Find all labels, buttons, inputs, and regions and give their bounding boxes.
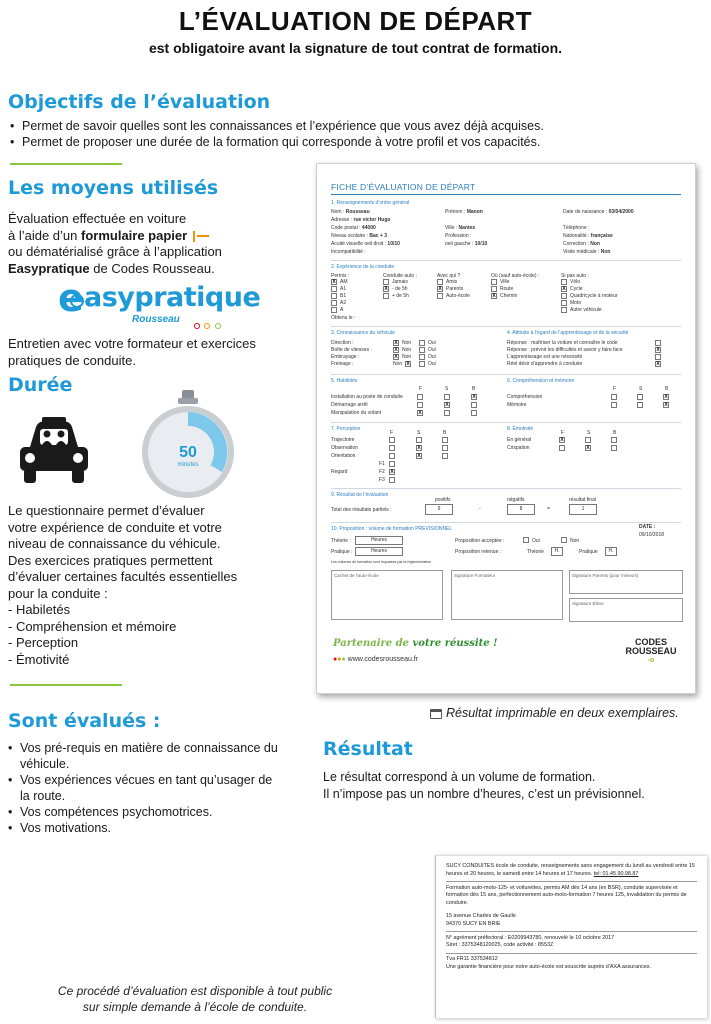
form-label: - de 5h [392,286,408,292]
form-label: Proposition retenue : [455,549,502,555]
form-label: Manipulation du volant [331,410,382,416]
checkbox [611,394,617,400]
list-item: • Permet de savoir quelles sont les connaissances et l’expérience que vous avez déjà acquises. [10,118,700,134]
form-label: A [340,307,344,313]
form-label: F [613,386,617,392]
form-label: Oui [428,340,436,346]
checkbox: X [394,354,398,360]
form-rule [331,488,681,489]
form-label: A1 [340,286,347,292]
form-label: B [613,430,617,436]
checkbox: X [438,286,442,292]
checkbox [389,461,395,467]
form-rule [331,422,681,423]
page-subtitle: est obligatoire avant la signature de tout contrat de formation. [148,40,563,56]
checkbox [419,340,425,346]
logo-a-mark [70,294,84,308]
form-title: FICHE D’ÉVALUATION DE DÉPART [331,182,476,192]
moyens-line: Évaluation effectuée en voiture [8,211,187,226]
pratique-hours-box: Heures [355,547,403,556]
theorie-hours-box: Heures [355,536,403,545]
moyens-text-fragment: de Codes Rousseau. [89,260,215,276]
form-label: Jamais [392,279,408,285]
checkbox [561,307,567,313]
moyens-bold-fragment: Easypratique [8,260,90,276]
duree-line: niveau de connaissance du véhicule. [8,536,221,551]
checkbox [331,307,337,313]
form-label: S [417,430,421,436]
divider [10,684,122,686]
form-label: DATE : [639,524,656,530]
form-label: F [390,430,394,436]
form-rule [331,522,681,523]
form-label: Freinage : [331,361,354,367]
checkbox [389,437,395,443]
form-label: Non [402,354,412,360]
form-label: B [443,430,447,436]
form-label: Chemin [500,293,518,299]
form-label: Autre véhicule [570,307,602,313]
duree-title: Durée [8,374,73,396]
form-label: Boîte de vitesses : [331,347,372,353]
form-label: Visite médicale : Non [563,249,611,255]
form-label: Nom : Rousseau [331,209,370,215]
form-section-6: 6. Compréhension et mémoire [507,378,575,384]
form-label: Théorie : [331,538,351,544]
form-label: Profession : [445,233,472,239]
checkbox: X [664,402,668,408]
checkbox [389,477,395,483]
evaluation-form-sheet [316,163,696,694]
info-garantie: Une garantie financière pour notre auto-école est souscrite auprès d’AXA assurances. [446,963,651,970]
form-label: Prénom : Manon [445,209,483,215]
checkbox [331,286,337,292]
form-label: Incompatibilité : [331,249,366,255]
form-label: = [547,506,550,512]
form-label: Installation au poste de conduite [331,394,403,400]
form-label: L’apprentissage est une nécessité [507,354,583,360]
form-label: Niveau scolaire : Bac + 3 [331,233,388,239]
duree-line: - Émotivité [8,651,70,667]
form-label: B1 [340,293,347,299]
footer-line: Ce procédé d’évaluation est disponible à tout public [57,984,333,998]
form-label: Date de naissance : 03/04/2000 [563,209,634,215]
form-label: B [472,386,476,392]
checkbox: X [417,445,421,451]
form-section-4: 4. Attitude à l’égard de l’apprentissage et de la sécurité [507,330,629,336]
checkbox [442,453,448,459]
checkbox: X [562,286,566,292]
form-section-7: 7. Perception [331,426,361,432]
form-label: Code postal : 44000 [331,225,376,231]
form-label: résultat final [569,497,596,503]
form-label: Non [402,347,412,353]
checkbox: X [560,437,564,443]
form-label: Oui [428,347,436,353]
checkbox [416,437,422,443]
form-label: A2 [340,300,347,306]
form-label: + de 5h [392,293,409,299]
checkbox: X [664,394,668,400]
form-label: Orientation [331,453,356,459]
resultat-text [323,769,703,802]
form-label: Parents [446,286,464,292]
checkbox: X [394,340,398,346]
form-section-9: 9. Résultat de l’évaluation [331,492,389,498]
info-tva: Tva FR11 337534812 [446,956,498,963]
form-label: Total des résultats partiels : [331,507,392,513]
info-address: 94370 SUCY EN BRIE [446,920,501,927]
form-section-3: 3. Connaissance du véhicule [331,330,395,336]
checkbox [331,300,337,306]
duree-line: Des exercices pratiques permettent [8,552,213,568]
form-label: S [587,430,591,436]
checkbox: X [445,402,449,408]
checkbox [419,347,425,353]
checkbox: X [332,279,336,285]
logo-wordmark: asypratique [84,282,261,313]
checkbox [561,537,567,543]
form-label: Regard [331,469,348,475]
checkbox [655,340,661,346]
info-address: 15 avenue Charles de Gaulle [446,913,516,920]
checkbox [437,293,443,299]
logo-dots [194,316,234,324]
checkbox: X [656,361,660,367]
form-label: Amis [446,279,458,285]
checkbox [389,445,395,451]
signature-box: Cachet de l’auto-école [331,570,443,620]
duree-text [8,503,308,668]
form-label: Pratique : [331,549,353,555]
timer-unit: minutes [177,462,199,468]
driving-school-info [435,855,707,1018]
checkbox [561,300,567,306]
footer-note [30,983,360,1015]
checkbox: X [394,347,398,353]
duree-line: pour la conduite : [8,585,108,601]
checkbox: X [418,410,422,416]
form-label: Trajectoire [331,437,355,443]
checkbox [383,293,389,299]
checkbox [331,293,337,299]
form-section-5: 5. Habiletés [331,378,358,384]
form-section-10: 10. Proposition : volume de formation PREVISIONNEL [331,526,453,532]
form-label: F1 [379,461,385,467]
orange-marker [193,231,195,242]
form-label: Réponse : maîtriser la voiture et connaître le code [507,340,618,346]
printable-text: Résultat imprimable en deux exemplaires. [446,706,679,720]
form-label: Non [402,340,412,346]
checkbox [561,279,567,285]
easypratique-logo [58,276,261,330]
website-url: ●●● www.codesrousseau.fr [333,656,419,663]
form-label: Pratique [579,549,598,555]
list-item: • Vos compétences psychomotrices. [8,804,278,820]
moyens-title: Les moyens utilisés [8,177,219,199]
checkbox [442,445,448,451]
form-note: Les volumes de formation sont imposées par la réglementation [331,560,432,564]
moyens-text [8,211,308,277]
moyens-bold-fragment: formulaire papier [81,227,188,243]
form-label: S [639,386,643,392]
list-item: • Vos motivations. [8,820,278,836]
divider [10,163,122,165]
resultat-title: Résultat [323,738,413,760]
checkbox: X [406,361,410,367]
form-label: Réel désir d’apprendre à conduire [507,361,583,367]
checkbox [611,445,617,451]
form-section-2: 2. Expérience de la conduite [331,264,395,270]
positifs-box: 9 [425,504,453,515]
moyens-line: ou dématérialisé grâce à l’application [8,244,222,259]
form-rule [331,194,681,195]
form-label: Route [500,286,514,292]
form-label: - [479,506,481,512]
footer-line: sur simple demande à l’école de conduite. [82,1000,308,1014]
objectifs-list [10,118,700,150]
form-rule [331,260,681,261]
form-label: Nationalité : française [563,233,613,239]
form-label: Téléphone : [563,225,590,231]
signature-box: Signature Élève [569,598,683,622]
final-box: 1 [569,504,597,515]
form-label: F [561,430,565,436]
form-label: Permis : [331,273,350,279]
form-label: F2 [379,469,385,475]
printer-icon [430,709,442,719]
car-icon [16,417,92,489]
checkbox [611,402,617,408]
info-agrement: N° agrément préfectoral : E0209943780, renouvelé le 10 octobre 2017 [446,934,615,941]
form-label: Non [393,361,403,367]
form-label: négatifs [507,497,525,503]
form-label: Mémoire [507,402,527,408]
info-hours: SUCY CONDUITES école de conduite, renseignements sans engagement du lundi au vendredi entre 15 heures et 20 heures, le samedi entre 14 heures et 17 heures. tel: 01.45.90.98.87 [446,863,695,877]
partner-tagline: Partenaire de votre réussite ! [333,638,498,649]
checkbox [419,354,425,360]
checkbox [655,354,661,360]
moyens-entretien: Entretien avec votre formateur et exercices pratiques de conduite. [8,336,256,368]
checkbox [523,537,529,543]
checkbox [471,402,477,408]
info-siret: Siret : 3375348120025, code activité : 8553Z [446,942,554,949]
info-divider [446,881,697,882]
form-label: Compréhension [507,394,543,400]
form-label: Auto-école [446,293,470,299]
form-label: Oui [428,354,436,360]
form-label: AM [340,279,348,285]
duree-line: - Perception [8,635,79,650]
printable-note [430,706,679,720]
objectifs-title: Objectifs de l’évaluation [8,91,271,113]
form-label: Acuité visuelle oeil droit : 10/10 [331,241,400,247]
form-label: Quadricycle à moteur [570,293,618,299]
duree-line: - Compréhension et mémoire [8,618,177,634]
list-item: • Vos pré-requis en matière de connaissance du véhicule. [8,740,278,772]
form-label: Réponse : prévoir les difficultés et savoir y faire face [507,347,623,353]
codes-rousseau-logo: CODES ROUSSEAU -o [625,637,677,664]
orange-dash [197,235,209,237]
form-label: Conduite auto : [383,273,417,279]
logo-e: e [58,276,84,320]
moyens-text-fragment: à l’aide d’un [8,227,81,243]
duree-line: d’évaluer certaines facultés essentielles [8,569,238,584]
checkbox [442,437,448,443]
form-section-8: 8. Émotivité [507,426,534,432]
form-rule [331,374,681,375]
moyens-line [8,261,308,278]
info-divider [446,953,697,954]
checkbox [389,453,395,459]
form-label: Théorie [527,549,544,555]
checkbox: X [586,445,590,451]
pratique-h-box: H. [605,547,617,556]
form-label: Où (sauf auto-école) : [491,273,540,279]
checkbox: X [390,469,394,475]
form-label: Non [570,538,580,544]
checkbox [637,402,643,408]
stopwatch-icon [138,390,238,500]
form-label: positifs [435,497,451,503]
checkbox [561,293,567,299]
checkbox: X [384,286,388,292]
form-label: oeil gauche : 10/10 [445,241,488,247]
form-label: Proposition acceptée : [455,538,505,544]
checkbox [585,437,591,443]
checkbox: X [472,394,476,400]
form-label: Obtenu le : [331,315,356,321]
resultat-line: Il n’impose pas un nombre d’heures, c’est un prévisionnel. [323,786,645,801]
moyens-line [8,228,308,245]
form-label: Avec qui ? [437,273,461,279]
form-label: Démarrage arrêt [331,402,368,408]
form-label: Moto [570,300,582,306]
form-label: F [419,386,423,392]
checkbox [637,394,643,400]
form-label: Vélo [570,279,581,285]
checkbox [437,279,443,285]
form-label: F3 [379,477,385,483]
checkbox: X [656,347,660,353]
evalues-title: Sont évalués : [8,710,161,732]
checkbox [444,410,450,416]
form-label: Observation [331,445,358,451]
evalues-list [8,740,278,836]
checkbox [491,279,497,285]
duree-line: votre expérience de conduite et votre [8,519,222,535]
form-label: En général [507,437,532,443]
checkbox [417,394,423,400]
form-label: Cycle [570,286,583,292]
duree-line: Le questionnaire permet d’évaluer [8,503,205,518]
form-section-1: 1. Renseignements d’ordre général [331,200,410,206]
form-label: Adresse : rue victor Hugo [331,217,391,223]
form-label: S [445,386,449,392]
resultat-line: Le résultat correspond à un volume de formation. [323,770,596,784]
signature-box: Signature Formateur [451,570,563,620]
checkbox [471,410,477,416]
info-divider [446,931,697,932]
form-label: Correction : Non [563,241,600,247]
duree-line: - Habiletés [8,602,71,617]
form-label: Direction : [331,340,354,346]
checkbox [419,361,425,367]
timer-value: 50 [179,444,197,461]
form-label: 09/10/2018 [639,532,665,538]
info-formations: Formation auto-moto-125- et voiturettes, permis AM dès 14 ans (ex BSR), conduite supervisée et formation dès 15 ans, perfectionnement auto-moto-formation 7 heures 125, invalidation du permis de conduire. [446,884,687,906]
checkbox [444,394,450,400]
form-label: Ville [500,279,510,285]
logo-sub: Rousseau [132,314,180,325]
theorie-h-box: H. [551,547,563,556]
negatifs-box: 8 [507,504,535,515]
form-rule [331,326,681,327]
checkbox [417,402,423,408]
list-item: • Vos expériences vécues en tant qu’usager de la route. [8,772,278,804]
list-item: • Permet de proposer une durée de la formation qui corresponde à votre profil et vos capacités. [10,134,700,150]
form-label: Crispation [507,445,530,451]
checkbox [491,286,497,292]
checkbox [383,279,389,285]
form-label: Embrayage : [331,354,360,360]
checkbox: X [492,293,496,299]
checkbox: X [417,453,421,459]
form-label: Ville : Nantes [445,225,476,231]
form-label: Oui [428,361,436,367]
checkbox [611,437,617,443]
form-label: Si pas auto : [561,273,589,279]
form-label: Oui [532,538,540,544]
signature-box: Signature Parents (pour mineurs) [569,570,683,594]
checkbox [559,445,565,451]
form-label: B [665,386,669,392]
page-title: L’ÉVALUATION DE DÉPART [178,6,533,36]
